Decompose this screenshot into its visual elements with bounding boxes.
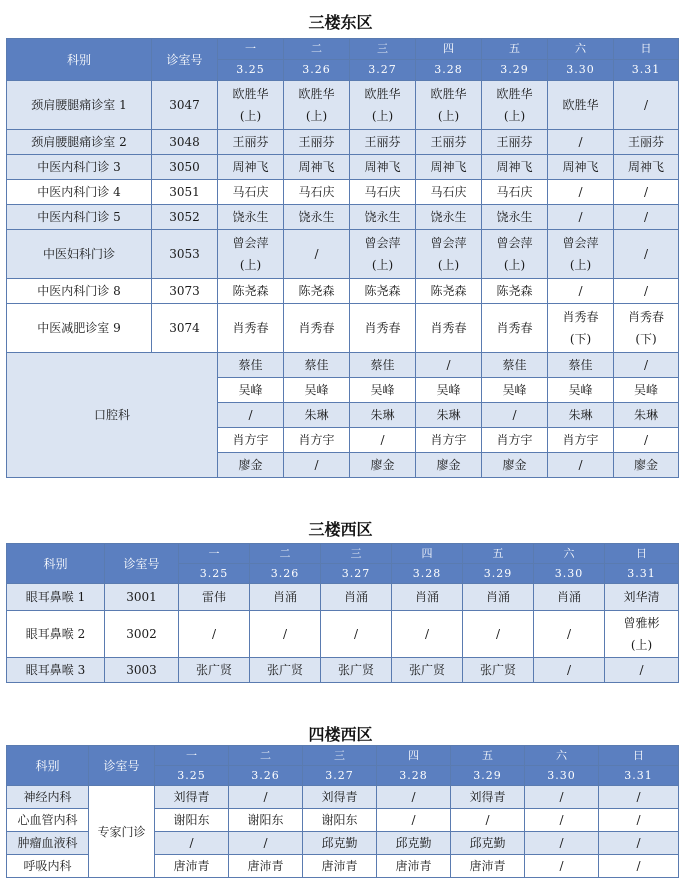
table-row <box>7 584 679 611</box>
schedule-cell: 周神飞 <box>218 155 284 180</box>
header-date: 3.27 <box>321 564 392 584</box>
header-weekday: 三 <box>350 39 416 60</box>
schedule-cell: 朱琳 <box>548 403 614 428</box>
header-weekday: 五 <box>482 39 548 60</box>
dept-cell: 中医内科门诊 4 <box>7 180 152 205</box>
schedule-cell: 肖秀春 <box>350 304 416 353</box>
dept-cell: 肿瘤血液科 <box>7 832 89 855</box>
schedule-cell: 唐沛青 <box>377 855 451 878</box>
schedule-cell: 陈尧森 <box>350 279 416 304</box>
header-weekday: 一 <box>179 544 250 564</box>
schedule-cell: 肖方宇 <box>218 428 284 453</box>
header-weekday: 一 <box>155 746 229 766</box>
dept-cell: 中医减肥诊室 9 <box>7 304 152 353</box>
schedule-cell: 陈尧森 <box>218 279 284 304</box>
schedule-cell: 雷伟 <box>179 584 250 611</box>
header-weekday: 六 <box>534 544 605 564</box>
schedule-cell: 曾雅彬 (上) <box>605 611 679 658</box>
dept-cell: 呼吸内科 <box>7 855 89 878</box>
schedule-cell: 欧胜华 (上) <box>416 81 482 130</box>
header-row <box>7 39 679 60</box>
schedule-cell: / <box>614 180 679 205</box>
schedule-cell: 欧胜华 <box>548 81 614 130</box>
schedule-cell: / <box>482 403 548 428</box>
room-cell: 3053 <box>152 230 218 279</box>
dept-cell: 颈肩腰腿痛诊室 1 <box>7 81 152 130</box>
schedule-cell: 吴峰 <box>614 378 679 403</box>
room-cell: 3050 <box>152 155 218 180</box>
section-title-3f-west: 三楼西区 <box>308 520 373 539</box>
header-weekday: 二 <box>229 746 303 766</box>
header-date: 3.29 <box>463 564 534 584</box>
dept-cell: 中医妇科门诊 <box>7 230 152 279</box>
schedule-cell: / <box>534 611 605 658</box>
schedule-cell: / <box>548 180 614 205</box>
schedule-cell: 王丽芬 <box>416 130 482 155</box>
header-weekday: 一 <box>218 39 284 60</box>
header-date: 3.25 <box>218 60 284 81</box>
schedule-cell: / <box>463 611 534 658</box>
room-cell: 3003 <box>105 658 179 683</box>
table-row <box>7 155 679 180</box>
schedule-cell: / <box>350 428 416 453</box>
schedule-cell: 谢阳东 <box>229 809 303 832</box>
schedule-cell: 肖秀春 (下) <box>614 304 679 353</box>
header-date: 3.30 <box>525 766 599 786</box>
table-row <box>7 786 679 809</box>
schedule-cell: 朱琳 <box>284 403 350 428</box>
schedule-cell: / <box>525 832 599 855</box>
header-weekday: 三 <box>303 746 377 766</box>
schedule-cell: 谢阳东 <box>303 809 377 832</box>
schedule-cell: 吴峰 <box>548 378 614 403</box>
schedule-cell: 饶永生 <box>416 205 482 230</box>
room-cell: 3052 <box>152 205 218 230</box>
header-date: 3.30 <box>548 60 614 81</box>
schedule-cell: / <box>321 611 392 658</box>
schedule-cell: 肖方宇 <box>548 428 614 453</box>
schedule-cell: 陈尧森 <box>416 279 482 304</box>
room-cell: 3073 <box>152 279 218 304</box>
header-weekday: 五 <box>463 544 534 564</box>
table-row <box>7 81 679 130</box>
schedule-cell: 蔡佳 <box>548 353 614 378</box>
table-row <box>7 230 679 279</box>
schedule-cell: 肖秀春 <box>284 304 350 353</box>
schedule-cell: 刘得青 <box>303 786 377 809</box>
schedule-cell: / <box>614 230 679 279</box>
schedule-cell: 周神飞 <box>284 155 350 180</box>
schedule-cell: 周神飞 <box>482 155 548 180</box>
schedule-cell: 张广贤 <box>250 658 321 683</box>
room-cell: 3002 <box>105 611 179 658</box>
schedule-cell: / <box>614 279 679 304</box>
schedule-cell: 唐沛青 <box>155 855 229 878</box>
room-cell: 3074 <box>152 304 218 353</box>
room-cell: 3051 <box>152 180 218 205</box>
table-row <box>7 180 679 205</box>
schedule-cell: / <box>525 809 599 832</box>
schedule-cell: 王丽芬 <box>218 130 284 155</box>
header-date: 3.30 <box>534 564 605 584</box>
room-cell: 3048 <box>152 130 218 155</box>
schedule-cell: 周神飞 <box>350 155 416 180</box>
schedule-cell: 吴峰 <box>284 378 350 403</box>
schedule-cell: 张广贤 <box>463 658 534 683</box>
table-row <box>7 658 679 683</box>
header-weekday: 日 <box>614 39 679 60</box>
schedule-cell: 曾会萍 (上) <box>218 230 284 279</box>
dept-cell: 中医内科门诊 5 <box>7 205 152 230</box>
header-weekday: 四 <box>392 544 463 564</box>
schedule-cell: / <box>525 786 599 809</box>
table-row <box>7 279 679 304</box>
dept-cell: 中医内科门诊 3 <box>7 155 152 180</box>
schedule-cell: 曾会萍 (上) <box>416 230 482 279</box>
schedule-cell: 肖涌 <box>250 584 321 611</box>
dept-cell: 心血管内科 <box>7 809 89 832</box>
schedule-table-3f-east <box>6 38 679 478</box>
schedule-cell: 蔡佳 <box>218 353 284 378</box>
table-row <box>7 304 679 353</box>
header-weekday: 二 <box>284 39 350 60</box>
schedule-cell: / <box>614 81 679 130</box>
schedule-cell: 饶永生 <box>284 205 350 230</box>
schedule-cell: 吴峰 <box>350 378 416 403</box>
schedule-cell: / <box>179 611 250 658</box>
header-weekday: 六 <box>525 746 599 766</box>
section-title-3f-east: 三楼东区 <box>308 13 373 32</box>
schedule-cell: 邱克勤 <box>303 832 377 855</box>
schedule-cell: / <box>599 786 679 809</box>
schedule-table-3f-west <box>6 543 679 683</box>
dept-cell: 眼耳鼻喉 1 <box>7 584 105 611</box>
schedule-cell: 刘华清 <box>605 584 679 611</box>
schedule-cell: 陈尧森 <box>482 279 548 304</box>
schedule-cell: / <box>377 809 451 832</box>
schedule-cell: 马石庆 <box>350 180 416 205</box>
dept-cell: 颈肩腰腿痛诊室 2 <box>7 130 152 155</box>
schedule-cell: 陈尧森 <box>284 279 350 304</box>
schedule-cell: 朱琳 <box>614 403 679 428</box>
header-date: 3.31 <box>605 564 679 584</box>
room-cell: 3047 <box>152 81 218 130</box>
header-weekday: 五 <box>451 746 525 766</box>
schedule-cell: / <box>614 353 679 378</box>
header-date: 3.25 <box>179 564 250 584</box>
schedule-cell: / <box>614 205 679 230</box>
schedule-cell: / <box>218 403 284 428</box>
schedule-cell: / <box>548 205 614 230</box>
schedule-cell: 肖涌 <box>321 584 392 611</box>
dept-cell: 中医内科门诊 8 <box>7 279 152 304</box>
schedule-cell: 廖金 <box>482 453 548 478</box>
schedule-cell: / <box>229 832 303 855</box>
schedule-cell: 蔡佳 <box>350 353 416 378</box>
schedule-cell: 邱克勤 <box>451 832 525 855</box>
schedule-cell: / <box>605 658 679 683</box>
header-date: 3.27 <box>303 766 377 786</box>
schedule-cell: 张广贤 <box>321 658 392 683</box>
schedule-cell: 廖金 <box>350 453 416 478</box>
schedule-cell: 肖秀春 <box>416 304 482 353</box>
schedule-cell: 蔡佳 <box>284 353 350 378</box>
schedule-cell: 蔡佳 <box>482 353 548 378</box>
schedule-cell: 邱克勤 <box>377 832 451 855</box>
schedule-cell: 廖金 <box>416 453 482 478</box>
header-weekday: 三 <box>321 544 392 564</box>
header-row <box>7 544 679 564</box>
schedule-cell: 周神飞 <box>614 155 679 180</box>
schedule-cell: 吴峰 <box>218 378 284 403</box>
schedule-cell: / <box>534 658 605 683</box>
dept-cell: 神经内科 <box>7 786 89 809</box>
schedule-cell: / <box>548 453 614 478</box>
schedule-cell: 欧胜华 (上) <box>218 81 284 130</box>
schedule-cell: 谢阳东 <box>155 809 229 832</box>
schedule-cell: / <box>451 809 525 832</box>
schedule-cell: / <box>284 453 350 478</box>
header-date: 3.26 <box>250 564 321 584</box>
dept-cell-dental: 口腔科 <box>7 353 218 478</box>
schedule-cell: 廖金 <box>218 453 284 478</box>
header-dept: 科别 <box>7 544 105 584</box>
room-cell: 3001 <box>105 584 179 611</box>
header-date: 3.27 <box>350 60 416 81</box>
schedule-cell: 王丽芬 <box>614 130 679 155</box>
schedule-cell: 肖方宇 <box>482 428 548 453</box>
header-date: 3.28 <box>377 766 451 786</box>
schedule-cell: 肖秀春 <box>482 304 548 353</box>
schedule-cell: 王丽芬 <box>482 130 548 155</box>
schedule-cell: 欧胜华 (上) <box>350 81 416 130</box>
schedule-cell: / <box>599 855 679 878</box>
header-weekday: 六 <box>548 39 614 60</box>
header-date: 3.25 <box>155 766 229 786</box>
schedule-cell: / <box>548 130 614 155</box>
schedule-cell: 刘得青 <box>451 786 525 809</box>
schedule-cell: 刘得青 <box>155 786 229 809</box>
schedule-cell: 曾会萍 (上) <box>482 230 548 279</box>
schedule-cell: 马石庆 <box>284 180 350 205</box>
schedule-cell: 肖方宇 <box>284 428 350 453</box>
schedule-cell: 唐沛青 <box>229 855 303 878</box>
dept-cell: 眼耳鼻喉 3 <box>7 658 105 683</box>
schedule-cell: 唐沛青 <box>451 855 525 878</box>
schedule-cell: 周神飞 <box>548 155 614 180</box>
header-row <box>7 746 679 766</box>
schedule-cell: / <box>392 611 463 658</box>
dental-row <box>7 353 679 378</box>
header-date: 3.28 <box>416 60 482 81</box>
schedule-cell: / <box>250 611 321 658</box>
schedule-cell: 张广贤 <box>179 658 250 683</box>
schedule-cell: 肖秀春 <box>218 304 284 353</box>
header-room: 诊室号 <box>152 39 218 81</box>
table-row <box>7 611 679 658</box>
schedule-cell: 肖方宇 <box>416 428 482 453</box>
schedule-cell: 马石庆 <box>482 180 548 205</box>
room-cell-expert: 专家门诊 <box>89 786 155 878</box>
schedule-cell: / <box>599 832 679 855</box>
schedule-cell: 曾会萍 (上) <box>548 230 614 279</box>
schedule-cell: 肖涌 <box>392 584 463 611</box>
dept-cell: 眼耳鼻喉 2 <box>7 611 105 658</box>
schedule-cell: 肖涌 <box>463 584 534 611</box>
header-room: 诊室号 <box>105 544 179 584</box>
table-row <box>7 205 679 230</box>
header-weekday: 二 <box>250 544 321 564</box>
header-weekday: 四 <box>416 39 482 60</box>
schedule-cell: 王丽芬 <box>284 130 350 155</box>
schedule-cell: 欧胜华 (上) <box>284 81 350 130</box>
header-weekday: 日 <box>605 544 679 564</box>
schedule-cell: / <box>416 353 482 378</box>
header-date: 3.26 <box>284 60 350 81</box>
table-row <box>7 130 679 155</box>
schedule-cell: 饶永生 <box>218 205 284 230</box>
header-dept: 科别 <box>7 746 89 786</box>
schedule-cell: 张广贤 <box>392 658 463 683</box>
header-date: 3.26 <box>229 766 303 786</box>
schedule-cell: 朱琳 <box>350 403 416 428</box>
schedule-cell: / <box>599 809 679 832</box>
schedule-cell: 肖秀春 (下) <box>548 304 614 353</box>
section-title-4f-west: 四楼西区 <box>308 725 373 744</box>
header-weekday: 四 <box>377 746 451 766</box>
header-room: 诊室号 <box>89 746 155 786</box>
header-date: 3.29 <box>482 60 548 81</box>
schedule-cell: 周神飞 <box>416 155 482 180</box>
schedule-cell: / <box>377 786 451 809</box>
schedule-cell: 马石庆 <box>416 180 482 205</box>
schedule-cell: 朱琳 <box>416 403 482 428</box>
header-weekday: 日 <box>599 746 679 766</box>
schedule-cell: 曾会萍 (上) <box>350 230 416 279</box>
schedule-cell: 吴峰 <box>482 378 548 403</box>
schedule-cell: / <box>614 428 679 453</box>
schedule-cell: 吴峰 <box>416 378 482 403</box>
schedule-cell: 廖金 <box>614 453 679 478</box>
schedule-cell: / <box>155 832 229 855</box>
header-date: 3.31 <box>614 60 679 81</box>
schedule-cell: 唐沛青 <box>303 855 377 878</box>
schedule-cell: 肖涌 <box>534 584 605 611</box>
schedule-cell: / <box>229 786 303 809</box>
schedule-cell: / <box>284 230 350 279</box>
schedule-cell: 马石庆 <box>218 180 284 205</box>
schedule-cell: 饶永生 <box>350 205 416 230</box>
schedule-cell: / <box>525 855 599 878</box>
header-date: 3.28 <box>392 564 463 584</box>
schedule-table-4f-west <box>6 745 679 878</box>
schedule-cell: / <box>548 279 614 304</box>
schedule-cell: 王丽芬 <box>350 130 416 155</box>
schedule-cell: 欧胜华 (上) <box>482 81 548 130</box>
header-dept: 科别 <box>7 39 152 81</box>
header-date: 3.31 <box>599 766 679 786</box>
schedule-cell: 饶永生 <box>482 205 548 230</box>
header-date: 3.29 <box>451 766 525 786</box>
